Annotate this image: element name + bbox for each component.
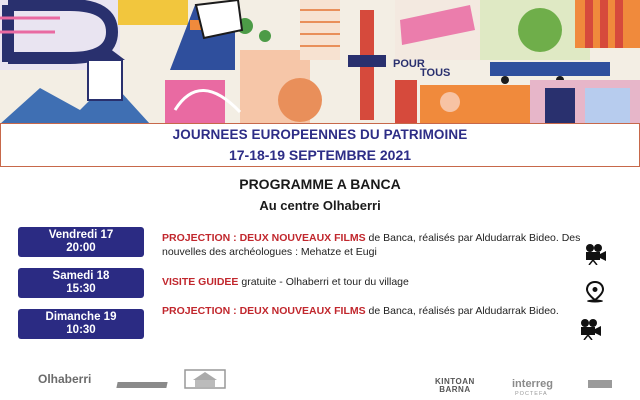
event-highlight: VISITE GUIDEE bbox=[162, 276, 239, 288]
event-text: de Banca, réalisés par Aldudarrak Bideo. Des nouvelles des archéologues : Mehatze et Eugi bbox=[162, 232, 581, 258]
town-hall-logo bbox=[183, 368, 227, 390]
event-time: 20:00 bbox=[66, 242, 96, 254]
event-description-saturday bbox=[162, 276, 582, 290]
event-time: 10:30 bbox=[66, 324, 96, 336]
event-date-badge-saturday bbox=[18, 268, 144, 298]
location-pin-icon bbox=[583, 281, 607, 303]
event-highlight: PROJECTION : DEUX NOUVEAUX FILMS bbox=[162, 232, 366, 244]
interreg-poctefa-text: POCTEFA bbox=[515, 391, 548, 397]
event-day: Samedi 18 bbox=[52, 270, 110, 282]
event-description-friday bbox=[162, 232, 582, 259]
program-venue: Au centre Olhaberri bbox=[259, 198, 381, 213]
banner-tous-text: TOUS bbox=[420, 67, 451, 79]
event-date-badge-sunday bbox=[18, 309, 144, 339]
banner-illustration bbox=[0, 0, 640, 124]
event-time: 15:30 bbox=[66, 283, 96, 295]
event-date-badge-friday bbox=[18, 227, 144, 257]
olhaberri-logo: Olhaberri bbox=[38, 372, 92, 386]
event-highlight: PROJECTION : DEUX NOUVEAUX FILMS bbox=[162, 305, 366, 317]
event-title-box bbox=[0, 123, 640, 167]
event-day: Vendredi 17 bbox=[48, 229, 114, 241]
eu-flag-icon bbox=[588, 380, 612, 388]
movie-camera-icon bbox=[583, 243, 607, 265]
event-title: JOURNEES EUROPEENNES DU PATRIMOINE bbox=[172, 127, 468, 142]
interreg-logo: interreg bbox=[512, 378, 553, 390]
event-dates: 17-18-19 SEPTEMBRE 2021 bbox=[228, 147, 412, 163]
event-text: gratuite - Olhaberri et tour du village bbox=[238, 276, 409, 288]
movie-camera-icon bbox=[578, 318, 602, 340]
banner-pour-text: POUR bbox=[393, 58, 425, 70]
olhaberri-logo-band bbox=[116, 382, 167, 388]
kintoan-barna-logo bbox=[435, 378, 475, 394]
event-description-sunday bbox=[162, 305, 582, 319]
heritage-illustration-banner bbox=[0, 0, 640, 124]
event-text: de Banca, réalisés par Aldudarrak Bideo. bbox=[365, 305, 559, 317]
event-day: Dimanche 19 bbox=[45, 311, 117, 323]
barna-text: BARNA bbox=[439, 385, 471, 394]
kintoan-text: KINTOAN bbox=[435, 377, 475, 386]
program-title: PROGRAMME A BANCA bbox=[239, 176, 401, 192]
